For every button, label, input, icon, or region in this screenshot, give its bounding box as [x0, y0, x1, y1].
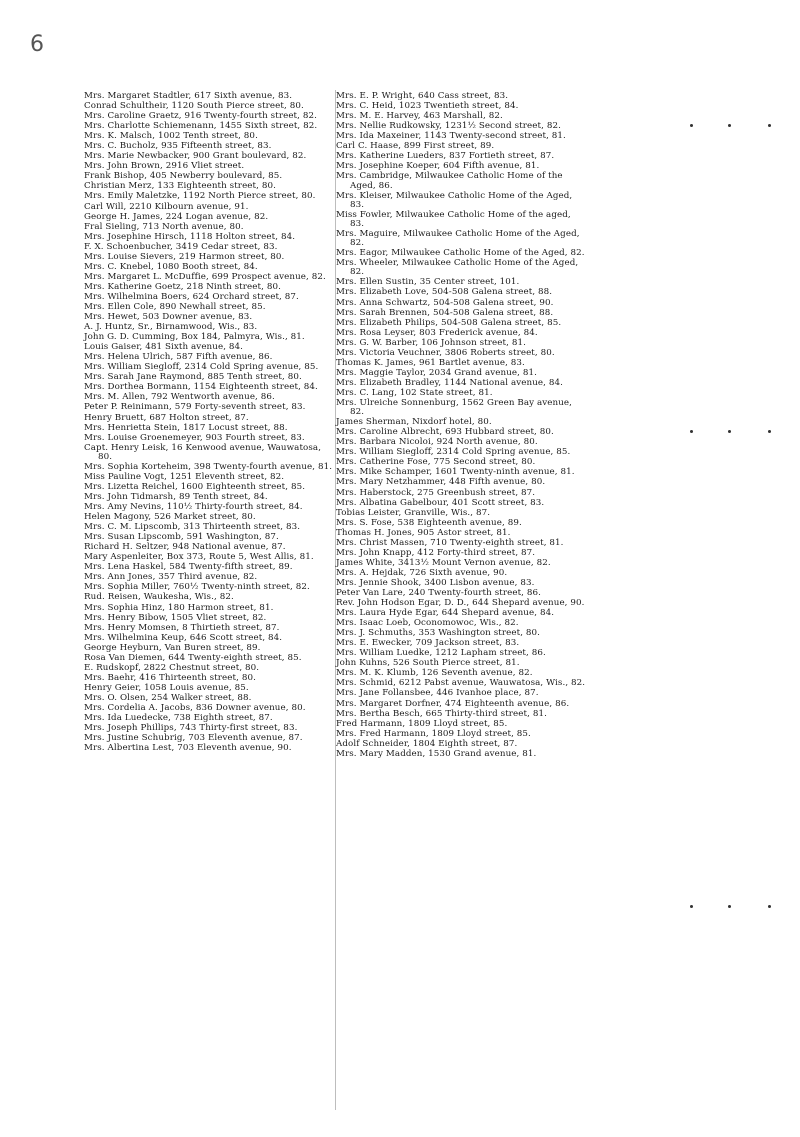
directory-entry: Mrs. Wilhelmina Boers, 624 Orchard street, 87. — [84, 291, 299, 302]
directory-entry: Mrs. J. Schmuths, 353 Washington street, 80. — [336, 628, 541, 639]
directory-entry: Mrs. Barbara Nicoloi, 924 North avenue, 80. — [336, 437, 538, 448]
scan-speck — [690, 124, 693, 127]
directory-entry: Mrs. Ida Maxeiner, 1143 Twenty-second street, 81. — [336, 131, 566, 142]
directory-entry: Mrs. Justine Schubrig, 703 Eleventh avenue, 87. — [84, 733, 303, 744]
directory-entry: Mrs. Sophia Korteheim, 398 Twenty-fourth avenue, 81. — [84, 461, 333, 472]
directory-entry: Helen Magony, 526 Market street, 80. — [84, 512, 256, 523]
directory-entry: Mrs. Lizetta Reichel, 1600 Eighteenth street, 85. — [84, 481, 306, 492]
directory-entry: Miss Pauline Vogt, 1251 Eleventh street, 82. — [84, 471, 285, 482]
directory-entry: Mrs. C. Lang, 102 State street, 81. — [336, 387, 493, 398]
directory-entry: Rev. John Hodson Egar, D. D., 644 Shepard avenue, 90. — [336, 598, 585, 609]
directory-entry: Mrs. G. W. Barber, 106 Johnson street, 81. — [336, 337, 526, 348]
directory-entry: Mrs. Ellen Sustin, 35 Center street, 101. — [336, 277, 520, 288]
directory-entry: Mrs. C. M. Lipscomb, 313 Thirteenth street, 83. — [84, 522, 301, 533]
directory-entry: Mrs. Dorthea Bormann, 1154 Eighteenth street, 84. — [84, 382, 318, 393]
directory-entry: Mrs. Maggie Taylor, 2034 Grand avenue, 81. — [336, 367, 538, 378]
directory-entry: Mrs. A. Hejdak, 726 Sixth avenue, 90. — [336, 567, 508, 578]
directory-entry: Mrs. William Siegloff, 2314 Cold Spring avenue, 85. — [84, 362, 319, 373]
directory-entry: Thomas H. Jones, 905 Astor street, 81. — [336, 527, 511, 538]
directory-entry: Thomas K. James, 961 Bartlet avenue, 83. — [336, 357, 525, 368]
scan-speck — [768, 430, 771, 433]
directory-entry: Mrs. Sarah Jane Raymond, 885 Tenth street, 80. — [84, 372, 302, 383]
directory-entry: Mrs. C. Knebel, 1080 Booth street, 84. — [84, 261, 258, 272]
directory-entry: Mrs. Elizabeth Bradley, 1144 National avenue, 84. — [336, 377, 563, 388]
right-column — [336, 92, 586, 760]
directory-entry: Mrs. Josephine Hirsch, 1118 Holton street, 84. — [84, 231, 296, 242]
directory-entry: Richard H. Seltzer, 948 National avenue, 87. — [84, 542, 286, 553]
directory-entry: Mrs. Lena Haskel, 584 Twenty-fifth street, 89. — [84, 562, 293, 573]
directory-entry: Mrs. Mike Schamper, 1601 Twenty-ninth avenue, 81. — [336, 467, 575, 478]
directory-entry: Mrs. Margaret Stadtler, 617 Sixth avenue, 83. — [84, 91, 293, 101]
directory-entry: Rosa Van Diemen, 644 Twenty-eighth street, 85. — [84, 652, 302, 663]
directory-entry: Mrs. K. Malsch, 1002 Tenth street, 80. — [84, 131, 258, 142]
directory-entry: Mrs. Helena Ulrich, 587 Fifth avenue, 86. — [84, 352, 273, 363]
directory-entry: Mrs. Wheeler, Milwaukee Catholic Home of the Aged, 82. — [336, 258, 579, 278]
directory-entry: Mrs. Joseph Phillips, 743 Thirty-first street, 83. — [84, 723, 298, 734]
directory-entry: George H. James, 224 Logan avenue, 82. — [84, 211, 269, 222]
directory-entry: F. X. Schoenbucher, 3419 Cedar street, 83. — [84, 241, 278, 252]
directory-entry: E. Rudskopf, 2822 Chestnut street, 80. — [84, 662, 260, 673]
directory-entry: Fred Harmann, 1809 Lloyd street, 85. — [336, 718, 508, 729]
directory-entry: James White, 3413½ Mount Vernon avenue, 82. — [336, 557, 551, 568]
directory-entry: Mrs. Laura Hyde Egar, 644 Shepard avenue, 84. — [336, 608, 555, 619]
directory-entry: Mrs. Schmid, 6212 Pabst avenue, Wauwatosa, Wis., 82. — [336, 678, 586, 689]
directory-entry: Mrs. Sophia Miller, 760½ Twenty-ninth street, 82. — [84, 582, 310, 593]
directory-entry: Adolf Schneider, 1804 Eighth street, 87. — [336, 738, 518, 749]
directory-entry: Mrs. M. Allen, 792 Wentworth avenue, 86. — [84, 392, 275, 403]
directory-entry: Mrs. C. Heid, 1023 Twentieth street, 84. — [336, 101, 519, 112]
directory-entry: Mrs. Margaret Dorfner, 474 Eighteenth avenue, 86. — [336, 698, 570, 709]
directory-entry: Mrs. Fred Harmann, 1809 Lloyd street, 85. — [336, 728, 531, 739]
directory-entry: Mrs. William Luedke, 1212 Lapham street, 86. — [336, 648, 546, 659]
directory-entry: Mrs. Albatina Gabelbour, 401 Scott street, 83. — [336, 497, 545, 508]
page-number: 6 — [30, 32, 44, 57]
directory-entry: Capt. Henry Leisk, 16 Kenwood avenue, Wauwatosa, 80. — [84, 442, 322, 462]
directory-entry: Mrs. Henrietta Stein, 1817 Locust street, 88. — [84, 422, 288, 433]
directory-entry: Mrs. Caroline Albrecht, 693 Hubbard street, 80. — [336, 427, 554, 438]
directory-entry: Mrs. Maguire, Milwaukee Catholic Home of the Aged, 82. — [336, 228, 580, 249]
directory-entry: Mrs. Cambridge, Milwaukee Catholic Home of the Aged, 86. — [336, 171, 563, 191]
directory-entry: Carl Will, 2210 Kilbourn avenue, 91. — [84, 201, 249, 212]
directory-entry: Mrs. John Knapp, 412 Forty-third street, 87. — [336, 547, 536, 558]
directory-entry: John G. D. Cumming, Box 184, Palmyra, Wis., 81. — [84, 332, 305, 343]
directory-entry: Mrs. S. Fose, 538 Eighteenth avenue, 89. — [336, 517, 522, 528]
directory-entry: Henry Geier, 1058 Louis avenue, 85. — [84, 682, 249, 693]
directory-entry: Miss Fowler, Milwaukee Catholic Home of the aged, 83. — [336, 209, 571, 229]
directory-entry: John Kuhns, 526 South Pierce street, 81. — [336, 658, 520, 669]
directory-entry: Fral Sieling, 713 North avenue, 80. — [84, 221, 244, 232]
directory-entry: Mrs. Ida Luedecke, 738 Eighth street, 87. — [84, 713, 273, 724]
directory-entry: Mrs. Susan Lipscomb, 591 Washington, 87. — [84, 532, 279, 543]
directory-entry: Mrs. Emily Maletzke, 1192 North Pierce street, 80. — [84, 191, 316, 202]
directory-entry: Mrs. John Tidmarsh, 89 Tenth street, 84. — [84, 491, 268, 502]
directory-entry: Mrs. Elizabeth Love, 504-508 Galena street, 88. — [336, 287, 553, 298]
directory-entry: Mrs. Sophia Hinz, 180 Harmon street, 81. — [84, 602, 274, 613]
directory-entry: Mrs. E. P. Wright, 640 Cass street, 83. — [336, 91, 509, 101]
directory-entry: Mrs. Mary Madden, 1530 Grand avenue, 81. — [336, 748, 537, 759]
directory-entry: Mrs. O. Olsen, 254 Walker street, 88. — [84, 692, 252, 703]
directory-entry: George Heyburn, Van Buren street, 89. — [84, 642, 261, 653]
scan-speck — [768, 124, 771, 127]
directory-entry: Mrs. Wilhelmina Keup, 646 Scott street, 84. — [84, 632, 283, 643]
directory-entry: Mrs. Katherine Goetz, 218 Ninth street, 80. — [84, 281, 281, 292]
directory-entry: Mrs. Catherine Fose, 775 Second street, 80. — [336, 457, 536, 468]
directory-entry: Mary Aspenleiter, Box 373, Route 5, West Allis, 81. — [84, 552, 314, 563]
directory-entry: Mrs. Jane Follansbee, 446 Ivanhoe place, 87. — [336, 688, 539, 699]
directory-entry: Mrs. Eagor, Milwaukee Catholic Home of the Aged, 82. — [336, 248, 585, 259]
directory-entry: Mrs. Ann Jones, 357 Third avenue, 82. — [84, 572, 258, 583]
directory-entry: Mrs. Charlotte Schiemenann, 1455 Sixth street, 82. — [84, 121, 318, 132]
directory-entry: Mrs. Baehr, 416 Thirteenth street, 80. — [84, 672, 256, 683]
directory-entry: Tobias Leister, Granville, Wis., 87. — [336, 507, 491, 518]
directory-entry: Mrs. Albertina Lest, 703 Eleventh avenue, 90. — [84, 743, 292, 754]
directory-entry: Mrs. Isaac Loeb, Oconomowoc, Wis., 82. — [336, 618, 519, 629]
scan-speck — [728, 430, 731, 433]
directory-entry: Mrs. Victoria Veuchner, 3806 Roberts street, 80. — [336, 347, 555, 358]
directory-entry: Mrs. Caroline Graetz, 916 Twenty-fourth street, 82. — [84, 111, 317, 122]
directory-entry: Mrs. M. K. Klumb, 126 Seventh avenue, 82. — [336, 668, 533, 679]
directory-entry: Mrs. Haberstock, 275 Greenbush street, 87. — [336, 487, 536, 498]
scan-speck — [690, 905, 693, 908]
directory-entry: Mrs. Louise Groenemeyer, 903 Fourth street, 83. — [84, 432, 305, 443]
directory-entry: Mrs. Elizabeth Philips, 504-508 Galena street, 85. — [336, 317, 562, 328]
directory-entry: Mrs. Margaret L. McDuffie, 699 Prospect avenue, 82. — [84, 271, 326, 282]
directory-entry: Carl C. Haase, 899 First street, 89. — [336, 141, 495, 152]
directory-entry: Mrs. Amy Nevins, 110½ Thirty-fourth street, 84. — [84, 502, 303, 513]
directory-entry: Frank Bishop, 405 Newberry boulevard, 85. — [84, 171, 283, 182]
directory-entry: Louis Gaiser, 481 Sixth avenue, 84. — [84, 342, 244, 353]
directory-entry: A. J. Huntz, Sr., Birnamwood, Wis., 83. — [84, 322, 258, 333]
directory-entry: Mrs. C. Bucholz, 935 Fifteenth street, 83. — [84, 141, 272, 152]
directory-entry: Mrs. Marie Newbacker, 900 Grant boulevard, 82. — [84, 151, 307, 162]
directory-entry: Mrs. John Brown, 2916 Vliet street. — [84, 161, 245, 172]
scan-speck — [728, 124, 731, 127]
directory-entry: Mrs. Bertha Besch, 665 Thirty-third street, 81. — [336, 708, 547, 719]
directory-entry: Mrs. M. E. Harvey, 463 Marshall, 82. — [336, 111, 503, 122]
directory-entry: Henry Bruett, 687 Holton street, 87. — [84, 412, 249, 423]
directory-entry: Mrs. Cordelia A. Jacobs, 836 Downer avenue, 80. — [84, 702, 306, 713]
scan-speck — [690, 430, 693, 433]
directory-entry: Mrs. Ellen Cole, 890 Newhall street, 85. — [84, 301, 266, 312]
directory-entry: Mrs. Henry Momsen, 8 Thirtieth street, 87. — [84, 622, 280, 633]
directory-entry: Rud. Reisen, Waukesha, Wis., 82. — [84, 592, 234, 603]
directory-entry: Mrs. Nellie Rudkowsky, 1231½ Second street, 82. — [336, 121, 561, 132]
directory-entry: Peter P. Reinimann, 579 Forty-seventh street, 83. — [84, 402, 306, 413]
directory-entry: Mrs. Jennie Shook, 3400 Lisbon avenue, 83. — [336, 577, 535, 588]
directory-entry: Conrad Schultheir, 1120 South Pierce street, 80. — [84, 101, 304, 112]
scan-speck — [768, 905, 771, 908]
directory-entry: Mrs. Louise Sievers, 219 Harmon street, 80. — [84, 251, 285, 262]
directory-entry: Mrs. Josephine Koeper, 604 Fifth avenue, 81. — [336, 161, 540, 172]
directory-entry: Mrs. Ulreiche Sonnenburg, 1562 Green Bay avenue, 82. — [336, 398, 573, 418]
scan-speck — [728, 905, 731, 908]
directory-entry: Mrs. E. Ewecker, 709 Jackson street, 83. — [336, 638, 520, 649]
directory-entry: Mrs. Christ Massen, 710 Twenty-eighth street, 81. — [336, 537, 564, 548]
directory-entry: Mrs. Kleiser, Milwaukee Catholic Home of the Aged, 83. — [336, 190, 573, 210]
directory-entry: Mrs. William Siegloff, 2314 Cold Spring avenue, 85. — [336, 447, 571, 458]
directory-entry: Mrs. Henry Bibow, 1505 Vliet street, 82. — [84, 612, 267, 623]
directory-entry: Mrs. Sarah Brennen, 504-508 Galena street, 88. — [336, 307, 554, 318]
directory-entry: Mrs. Mary Netzhammer, 448 Fifth avenue, 80. — [336, 477, 546, 488]
directory-entry: Christian Merz, 133 Eighteenth street, 80. — [84, 181, 276, 192]
directory-entry: Mrs. Rosa Leyser, 803 Frederick avenue, 84. — [336, 327, 538, 338]
directory-entry: Mrs. Hewet, 503 Downer avenue, 83. — [84, 312, 253, 323]
directory-entry: Mrs. Anna Schwartz, 504-508 Galena street, 90. — [336, 297, 554, 308]
directory-entry: James Sherman, Nixdorf hotel, 80. — [336, 417, 492, 428]
directory-entry: Mrs. Katherine Lueders, 837 Fortieth street, 87. — [336, 151, 555, 162]
directory-entry: Peter Van Lare, 240 Twenty-fourth street, 86. — [336, 588, 542, 598]
left-column — [84, 92, 334, 754]
